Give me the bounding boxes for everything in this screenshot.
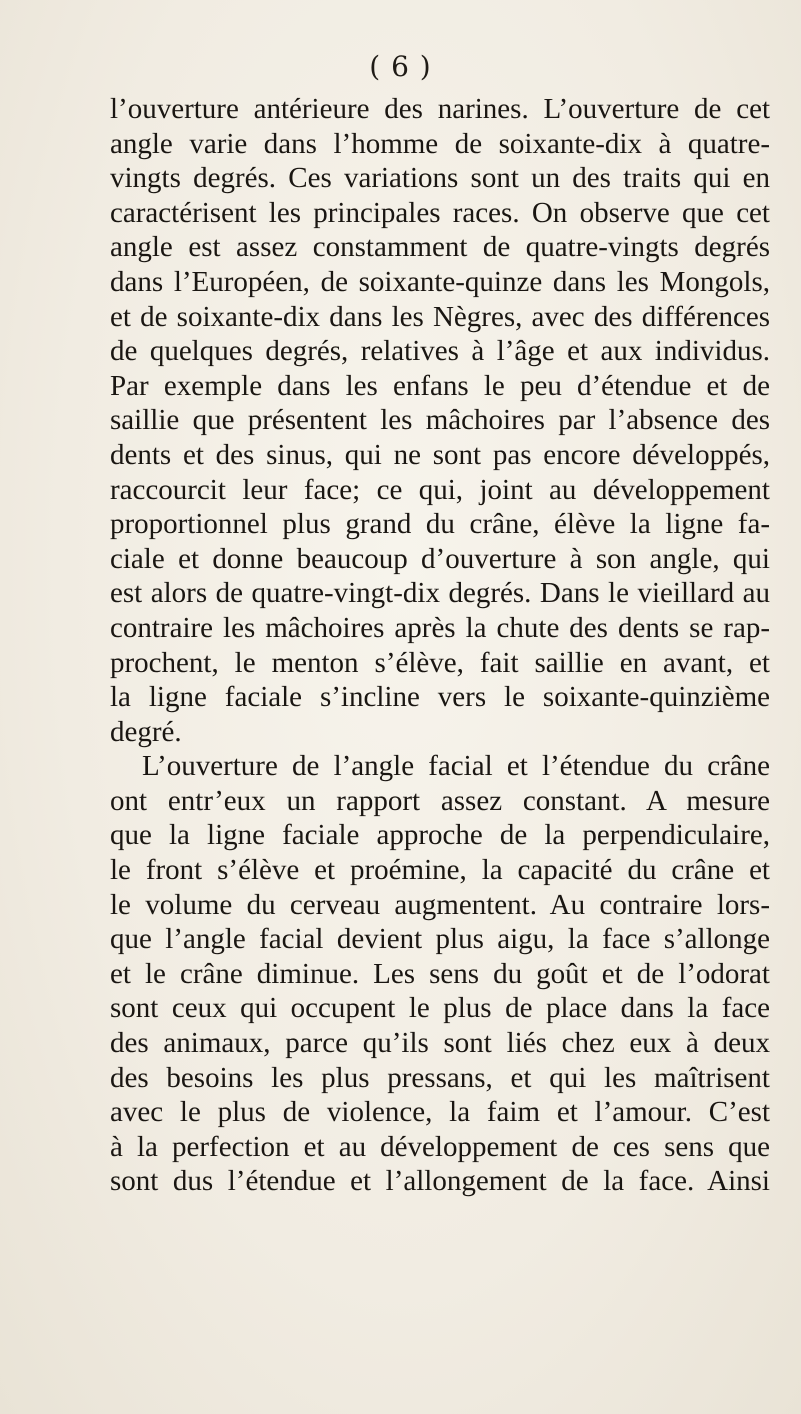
text-line: dents et des sinus, qui ne sont pas encore développés, <box>110 438 770 471</box>
text-line: que l’angle facial devient plus aigu, la face s’allonge <box>110 923 770 956</box>
text-line: ciale et donne beaucoup d’ouverture à son angle, qui <box>110 542 770 575</box>
text-line: l’ouverture antérieure des narines. L’ouverture de cet <box>110 93 770 125</box>
text-line: sont dus l’étendue et l’allongement de la face. Ainsi <box>110 1165 770 1198</box>
text-line: raccourcit leur face; ce qui, joint au développement <box>110 473 770 506</box>
text-line: est alors de quatre-vingt-dix degrés. Dans le vieillard au <box>110 577 770 610</box>
text-line: de quelques degrés, relatives à l’âge et aux individus. <box>110 335 770 368</box>
text-line: le front s’élève et proémine, la capacité du crâne et <box>110 854 770 887</box>
text-line: des animaux, parce qu’ils sont liés chez eux à deux <box>110 1027 770 1060</box>
text-line: et le crâne diminue. Les sens du goût et de l’odorat <box>110 957 770 990</box>
text-line: le volume du cerveau augmentent. Au contraire lors- <box>110 888 770 921</box>
text-line: Par exemple dans les enfans le peu d’étendue et de <box>110 369 770 402</box>
text-line: à la perfection et au développement de ces sens que <box>110 1130 770 1163</box>
paragraph-2 <box>110 749 770 1199</box>
text-line: ont entr’eux un rapport assez constant. A mesure <box>110 784 770 817</box>
text-line: saillie que présentent les mâchoires par l’absence des <box>110 404 770 437</box>
text-line: vingts degrés. Ces variations sont un des traits qui en <box>110 162 770 195</box>
text-line: et de soixante-dix dans les Nègres, avec des différences <box>110 300 770 333</box>
text-line: prochent, le menton s’élève, fait saillie en avant, et <box>110 646 770 679</box>
text-line: angle est assez constamment de quatre-vingts degrés <box>110 231 770 264</box>
text-line: angle varie dans l’homme de soixante-dix à quatre- <box>110 127 770 160</box>
text-line: degré. <box>110 715 182 748</box>
text-line: que la ligne faciale approche de la perpendiculaire, <box>110 819 770 852</box>
page-number: ( 6 ) <box>369 50 432 83</box>
paragraph-1 <box>110 92 770 749</box>
text-line: contraire les mâchoires après la chute des dents se rap- <box>110 611 770 644</box>
body-text <box>110 92 770 1199</box>
text-line: des besoins les plus pressans, et qui les maîtrisent <box>110 1061 770 1094</box>
text-line: avec le plus de violence, la faim et l’amour. C’est <box>110 1096 770 1129</box>
text-line: dans l’Européen, de soixante-quinze dans les Mongols, <box>110 265 770 298</box>
text-line: la ligne faciale s’incline vers le soixante-quinzième <box>110 681 770 714</box>
text-line: caractérisent les principales races. On observe que cet <box>110 196 770 229</box>
text-line: L’ouverture de l’angle facial et l’étendue du crâne <box>142 750 770 783</box>
text-line: proportionnel plus grand du crâne, élève la ligne fa- <box>110 508 770 541</box>
text-line: sont ceux qui occupent le plus de place dans la face <box>110 992 770 1025</box>
